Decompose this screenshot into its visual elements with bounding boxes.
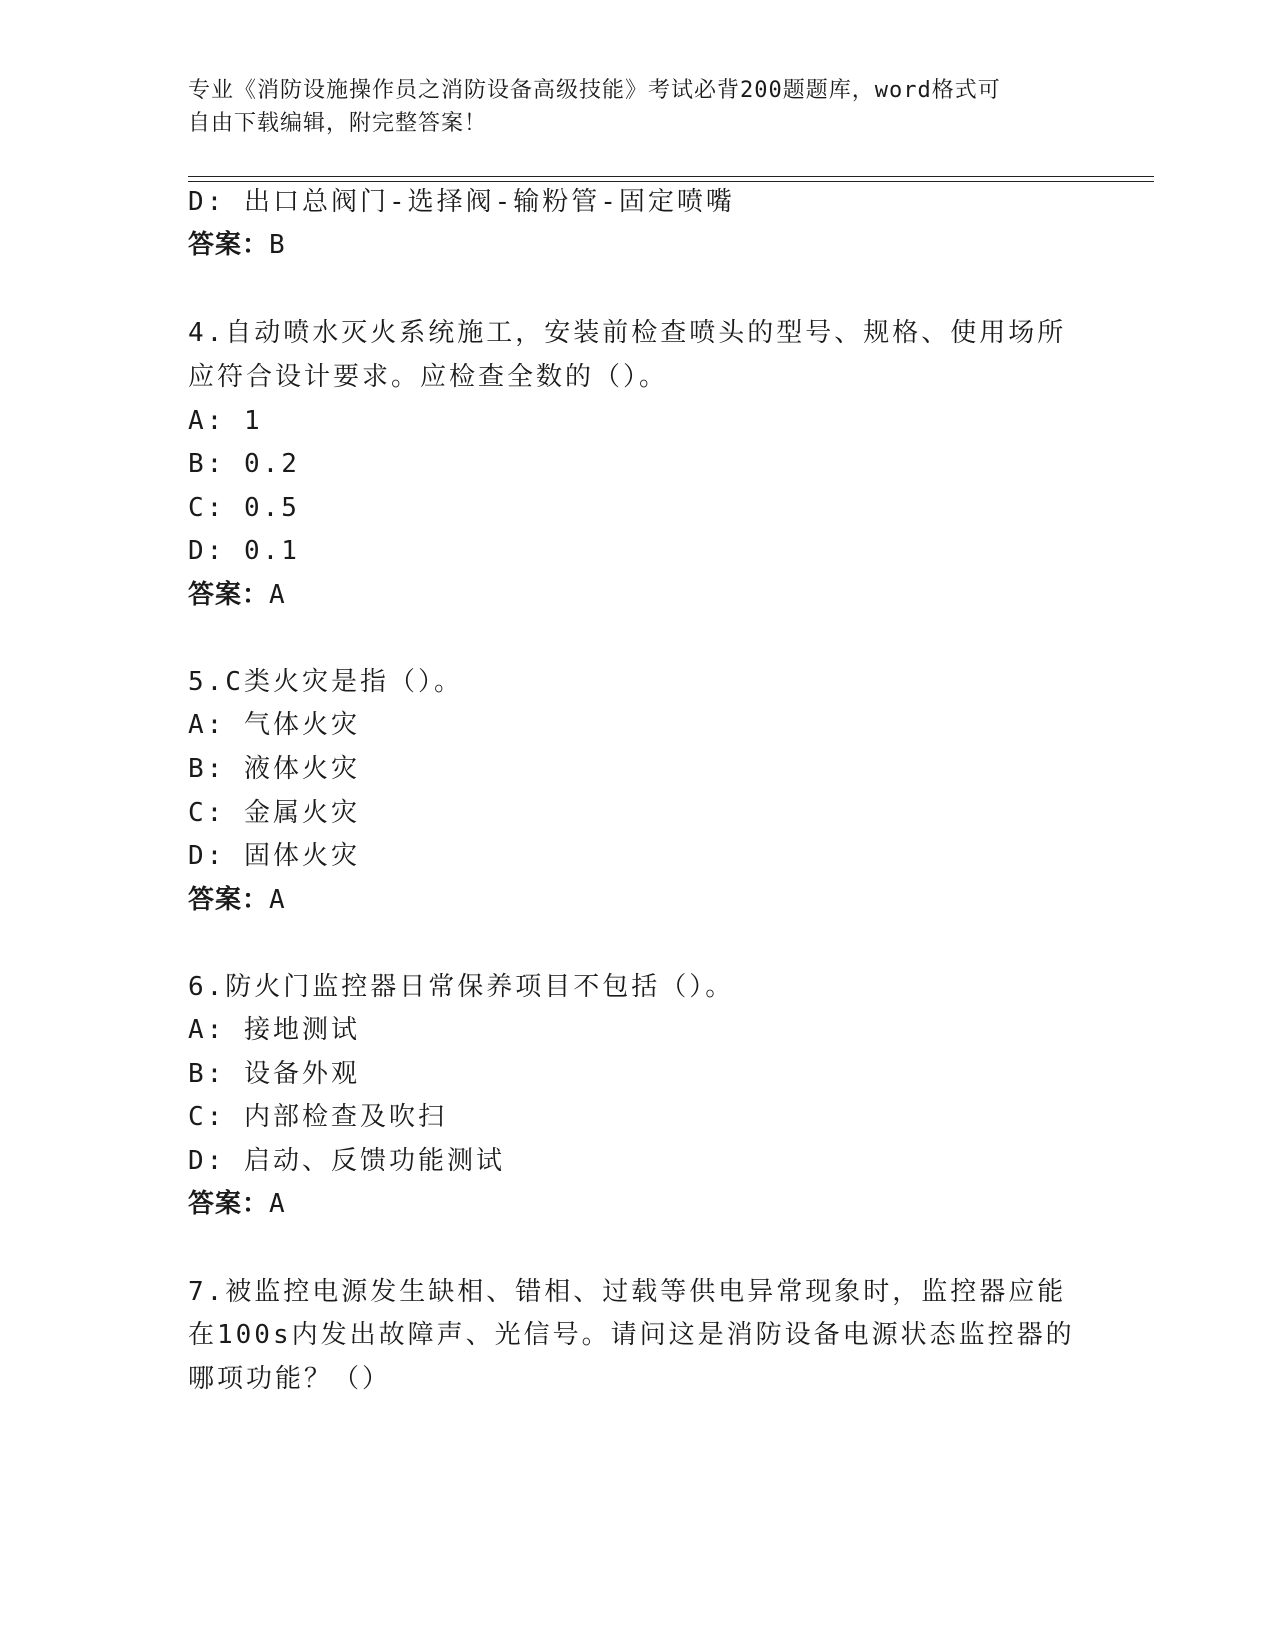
q6-option-d: D: 启动、反馈功能测试 (188, 1146, 505, 1176)
q3-option-d: D: 出口总阀门-选择阀-输粉管-固定喷嘴 (188, 187, 735, 217)
q6-answer-value: A (269, 1189, 286, 1219)
q5-answer-value: A (269, 885, 286, 915)
document-header (188, 74, 1088, 140)
q3-answer-value: B (269, 230, 286, 260)
q5-option-d: D: 固体火灾 (188, 841, 360, 871)
header-divider-top (188, 176, 1154, 177)
q7-stem-line-2: 在100s内发出故障声、光信号。请问这是消防设备电源状态监控器的 (188, 1320, 1075, 1350)
q4-option-d: D: 0.1 (188, 536, 300, 566)
q3-answer-label: 答案： (188, 230, 270, 260)
q3-answer (188, 228, 286, 262)
q4-answer (188, 578, 286, 612)
q4-option-b: B: 0.2 (188, 449, 300, 479)
q7-stem-line-1: 7.被监控电源发生缺相、错相、过载等供电异常现象时，监控器应能 (188, 1277, 1067, 1307)
q6-option-c: C: 内部检查及吹扫 (188, 1102, 447, 1132)
q5-option-b: B: 液体火灾 (188, 754, 360, 784)
q5-answer (188, 883, 286, 917)
header-line-1: 专业《消防设施操作员之消防设备高级技能》考试必背200题题库，word格式可 (188, 78, 1001, 103)
q6-option-b: B: 设备外观 (188, 1059, 360, 1089)
q4-answer-label: 答案： (188, 580, 270, 610)
header-line-2: 自由下载编辑，附完整答案！ (188, 111, 488, 136)
q4-option-c: C: 0.5 (188, 493, 300, 523)
q5-option-c: C: 金属火灾 (188, 798, 360, 828)
q6-answer (188, 1187, 286, 1221)
q4-answer-value: A (269, 580, 286, 610)
q6-stem-line-1: 6.防火门监控器日常保养项目不包括（）。 (188, 972, 735, 1002)
q7-stem-line-3: 哪项功能？（） (188, 1364, 392, 1394)
q4-option-a: A: 1 (188, 406, 263, 436)
header-divider-bottom (188, 181, 1154, 182)
q5-answer-label: 答案： (188, 885, 270, 915)
q5-option-a: A: 气体火灾 (188, 710, 360, 740)
q4-stem-line-2: 应符合设计要求。应检查全数的（）。 (188, 362, 669, 392)
q6-answer-label: 答案： (188, 1189, 270, 1219)
q4-stem-line-1: 4.自动喷水灭火系统施工，安装前检查喷头的型号、规格、使用场所 (188, 318, 1067, 348)
q6-option-a: A: 接地测试 (188, 1015, 360, 1045)
q5-stem-line-1: 5.C类火灾是指（）。 (188, 667, 463, 697)
